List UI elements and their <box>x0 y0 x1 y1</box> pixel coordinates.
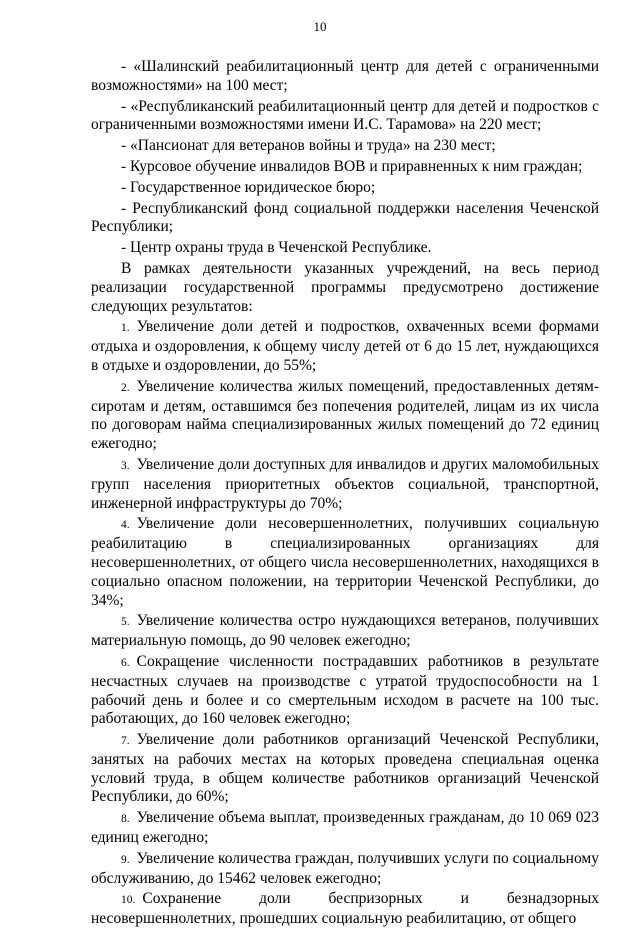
result-item <box>91 318 599 375</box>
result-item <box>91 515 599 610</box>
result-text: Увеличение объема выплат, произведенных гражданам, до 10 069 023 единиц ежегодно; <box>91 809 599 847</box>
result-text: Увеличение доли работников организаций Чеченской Республики, занятых на рабочих местах на которых проведена специальная оценка условий труда, в общем количестве работников организаций Чеченской Республики, до 60%; <box>91 731 599 806</box>
institution-item: - «Республиканский реабилитационный центр для детей и подростков с ограниченными возможностями имени И.С. Тарамова» на 220 мест; <box>91 97 599 134</box>
result-text: Увеличение доли детей и подростков, охваченных всеми формами отдыха и оздоровления, к общему числу детей от 6 до 15 лет, нуждающихся в отдыхе и оздоровлении, до 55%; <box>91 318 599 374</box>
result-text: Увеличение количества жилых помещений, предоставленных детям-сиротам и детям, оставшимся без попечения родителей, лицам из их числа по договорам найма специализированных жилых помещений до 72 единиц ежегодно; <box>91 377 599 453</box>
result-number: 2. <box>121 381 130 394</box>
result-text: Увеличение доли несовершеннолетних, получивших социальную реабилитацию в специализированных организациях для несовершеннолетних, от общего числа несовершеннолетних, находящихся в социально опасном положении, на территории Чеченской Республики, до 34%; <box>91 515 599 609</box>
result-number: 8. <box>121 813 130 826</box>
institution-item: - Республиканский фонд социальной поддержки населения Чеченской Республики; <box>91 199 599 236</box>
document-body <box>91 58 599 931</box>
result-number: 4. <box>121 519 130 532</box>
result-number: 7. <box>121 735 130 748</box>
result-item <box>91 456 599 513</box>
result-item <box>91 890 599 929</box>
result-number: 10. <box>121 894 136 907</box>
result-number: 1. <box>121 322 130 335</box>
institution-item: - «Пансионат для ветеранов войны и труда» на 230 мест; <box>121 137 496 155</box>
page-number: 10 <box>313 19 327 34</box>
result-item <box>91 653 599 729</box>
result-number: 9. <box>121 853 130 866</box>
result-text: Сокращение численности пострадавших работников в результате несчастных случаев на производстве с утратой трудоспособности на 1 рабочий день и более и со смертельным исходом в расчете на 100 тыс. работающих, до 160 человек ежегодно; <box>91 652 599 728</box>
result-item <box>91 850 599 889</box>
result-text: Увеличение количества остро нуждающихся ветеранов, получивших материальную помощь, до 90 человек ежегодно; <box>91 612 599 650</box>
institution-item: - «Шалинский реабилитационный центр для детей с ограниченными возможностями» на 100 мест; <box>91 58 599 94</box>
intro-paragraph: В рамках деятельности указанных учреждений, на весь период реализации государственной программы предусмотрено достижение следующих результатов: <box>91 259 599 315</box>
institution-item: - Государственное юридическое бюро; <box>121 178 376 196</box>
result-number: 6. <box>121 656 130 669</box>
result-text: Увеличение доли доступных для инвалидов и других маломобильных групп населения приоритетных объектов социальной, транспортной, инженерной инфраструктуры до 70%; <box>91 455 599 512</box>
result-number: 5. <box>121 616 130 629</box>
result-item <box>91 731 599 807</box>
institution-item: - Курсовое обучение инвалидов ВОВ и приравненных к ним граждан; <box>121 157 583 175</box>
result-text: Увеличение количества граждан, получивших услуги по социальному обслуживанию, до 15462 человек ежегодно; <box>91 849 599 887</box>
institution-item: - Центр охраны труда в Чеченской Республике. <box>121 239 432 257</box>
result-number: 3. <box>121 459 130 472</box>
result-item <box>91 378 599 454</box>
result-text: Сохранение доли беспризорных и безнадзорных несовершеннолетних, прошедших социальную реабилитацию, от общего <box>91 890 599 928</box>
result-item <box>91 612 599 651</box>
result-item <box>91 809 599 848</box>
